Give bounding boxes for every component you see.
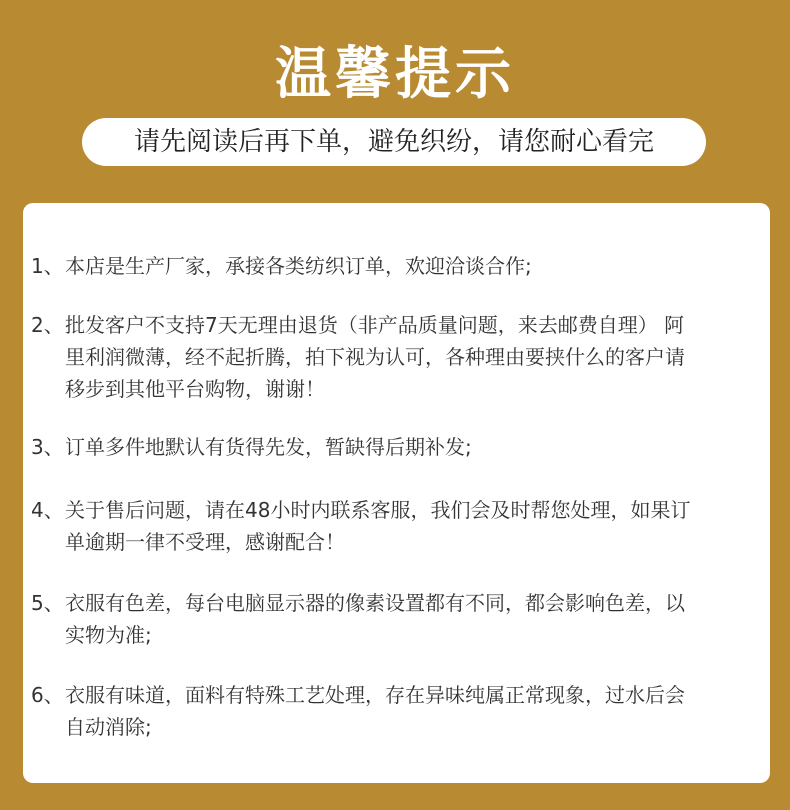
- notice-number: 6、: [31, 683, 64, 707]
- subtitle-banner: 请先阅读后再下单，避免织纷，请您耐心看完: [82, 118, 706, 166]
- notice-item-6: [31, 679, 751, 743]
- notice-number: 4、: [31, 498, 64, 522]
- notice-text: 批发客户不支持7天无理由退货（非产品质量问题，来去邮费自理） 阿 里利润微薄，经不起折腾，拍下视为认可，各种理由要挟什么的客户请 移步到其他平台购物，谢谢！: [65, 313, 685, 401]
- notice-item-1: [31, 250, 751, 282]
- notice-number: 2、: [31, 313, 64, 337]
- page-title: 温馨提示: [275, 42, 515, 107]
- notice-number: 3、: [31, 435, 64, 459]
- notice-item-2: [31, 309, 751, 405]
- notice-card: [23, 203, 770, 783]
- notice-number: 5、: [31, 591, 64, 615]
- notice-text: 衣服有味道，面料有特殊工艺处理，存在异味纯属正常现象，过水后会 自动消除;: [65, 683, 685, 739]
- notice-text: 订单多件地默认有货得先发，暂缺得后期补发;: [65, 435, 472, 459]
- notice-item-4: [31, 494, 751, 558]
- notice-text: 衣服有色差，每台电脑显示器的像素设置都有不同，都会影响色差，以 实物为准;: [65, 591, 685, 647]
- notice-item-5: [31, 587, 751, 651]
- notice-number: 1、: [31, 254, 64, 278]
- notice-item-3: [31, 431, 751, 463]
- notice-text: 本店是生产厂家，承接各类纺织订单，欢迎洽谈合作;: [65, 254, 532, 278]
- notice-text: 关于售后问题，请在48小时内联系客服，我们会及时帮您处理，如果订 单逾期一律不受理，感谢配合！: [65, 498, 691, 554]
